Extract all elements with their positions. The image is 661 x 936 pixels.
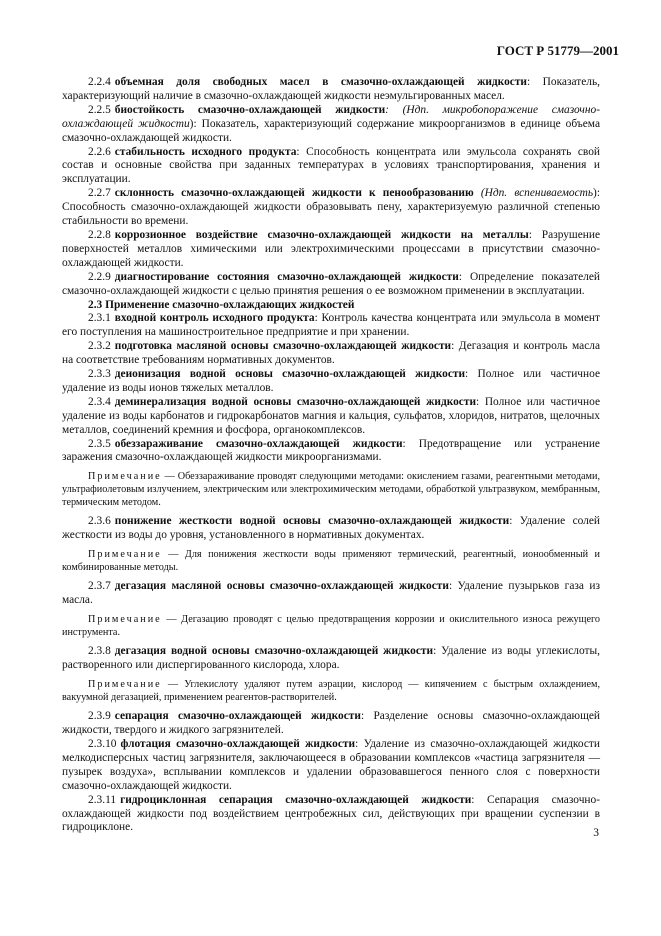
- clause-number: 2.3.4: [88, 395, 111, 408]
- definition-paragraph: [62, 104, 600, 146]
- definition-text: : Разделение основы смазочно-охлаждающей жидкости, твердого и жидкого загрязнителей.: [62, 710, 600, 737]
- note-paragraph: [62, 549, 600, 574]
- term: дегазация водной основы смазочно-охлаждающей жидкости: [114, 645, 434, 658]
- definition-text: : Дегазация и контроль масла на соответствие требованиям нормативных документов.: [62, 340, 600, 367]
- note-label: Примечание: [88, 678, 162, 690]
- definition-paragraph: [62, 312, 600, 340]
- clause-number: 2.2.4: [88, 76, 111, 88]
- clause-number: 2.2.9: [88, 270, 111, 283]
- note-paragraph: [62, 679, 600, 704]
- term: входной контроль исходного продукта: [114, 312, 315, 325]
- clause-number: 2.2.6: [88, 145, 111, 158]
- page-number: 3: [593, 827, 599, 839]
- term: понижение жесткости водной основы смазочно-охлаждающей жидкости: [114, 515, 510, 528]
- definition-text: : Разрушение поверхностей металлов химическими или электрохимическими процессами в присутствии смазочно-охлаждающей жидкости.: [62, 228, 601, 269]
- term: дегазация масляной основы смазочно-охлаждающей жидкости: [114, 580, 449, 593]
- note-paragraph: [62, 614, 600, 639]
- clause-number: 2.2.7: [88, 187, 111, 200]
- definition-paragraph: [62, 340, 600, 368]
- note-label: Примечание: [88, 548, 162, 560]
- note-text: — Для понижения жесткости воды применяют термический, реагентный, ионообменный и комбинированные методы.: [62, 548, 600, 573]
- clause-number: 2.2.8: [88, 228, 111, 241]
- term: обеззараживание смазочно-охлаждающей жидкости: [114, 437, 403, 450]
- section-heading: 2.3 Применение смазочно-охлаждающих жидкостей: [88, 298, 355, 311]
- clause-number: 2.3.8: [88, 645, 111, 658]
- clause-number: 2.3.7: [88, 580, 111, 593]
- clause-number: 2.3.11: [88, 793, 117, 806]
- definition-paragraph: [62, 368, 600, 396]
- note-label: Примечание: [88, 613, 162, 625]
- note-text: — Углекислоту удаляют путем аэрации, кислород — кипячением с быстрым охлаждением, вакуумной дегазацией, применением реагентов-растворителей.: [62, 678, 600, 703]
- term: подготовка масляной основы смазочно-охлаждающей жидкости: [114, 340, 452, 353]
- definition-paragraph: [62, 515, 600, 543]
- alt-term-close: ): [593, 187, 597, 200]
- definition-text: : Определение показателей смазочно-охлаждающей жидкости с целью принятия решения о ее возможном применении в эксплуатации.: [62, 270, 600, 297]
- alt-term: (Ндп. вспениваемость: [473, 187, 594, 200]
- definition-paragraph: [62, 146, 600, 188]
- clause-number: 2.3.5: [88, 437, 111, 450]
- term: диагностирование состояния смазочно-охлаждающей жидкости: [114, 270, 459, 283]
- term: объемная доля свободных масел в смазочно-охлаждающей жидкости: [114, 76, 527, 88]
- term: флотация смазочно-охлаждающей жидкости: [120, 737, 356, 750]
- definition-paragraph: [62, 710, 600, 738]
- term: сепарация смазочно-охлаждающей жидкости: [114, 710, 361, 723]
- note-label: Примечание: [88, 471, 162, 483]
- definition-text: : Показатель, характеризующий наличие в смазочно-охлаждающей жидкости неэмульгированных масел.: [62, 76, 601, 102]
- definition-paragraph: [62, 438, 600, 466]
- definition-paragraph: [62, 738, 600, 794]
- clause-number: 2.3.1: [88, 312, 111, 325]
- definition-text: : Предотвращение или устранение заражения смазочно-охлаждающей жидкости микроорганизмами.: [62, 437, 600, 464]
- definition-paragraph: [62, 396, 600, 438]
- note-text: — Дегазацию проводят с целью предотвращения коррозии и окислительного износа режущего инструмента.: [62, 613, 600, 638]
- clause-number: 2.3.6: [88, 515, 111, 528]
- definition-text: : Способность концентрата или эмульсола сохранять свой состав и основные свойства при заданных температурах в условиях транспортирования, хранения и эксплуатации.: [62, 145, 601, 186]
- definition-paragraph: [62, 187, 600, 229]
- definition-text: : Сепарация смазочно-охлаждающей жидкости под воздействием центробежных сил, действующих при вращении суспензии в гидроциклоне.: [62, 793, 601, 834]
- clause-number: 2.3.3: [88, 368, 111, 381]
- definition-paragraph: [62, 271, 600, 299]
- term: биостойкость смазочно-охлаждающей жидкости: [114, 103, 386, 116]
- term: коррозионное воздействие смазочно-охлаждающей жидкости на металлы: [114, 228, 529, 241]
- clause-number: 2.3.2: [88, 340, 111, 353]
- definition-paragraph: [62, 76, 600, 104]
- note-text: — Обеззараживание проводят следующими методами: окислением газами, реагентными методами, ультрафиолетовым излучением, электрическим или электрохимическим методами, обработкой ультразвуком, мембранным, термическим методом.: [62, 471, 600, 508]
- term: стабильность исходного продукта: [114, 145, 297, 158]
- clause-number: 2.2.5: [88, 103, 111, 116]
- definition-paragraph: [62, 794, 600, 836]
- definition-text: : Удаление пузырьков газа из масла.: [62, 580, 600, 607]
- term: деионизация водной основы смазочно-охлаждающей жидкости: [114, 368, 466, 381]
- clause-number: 2.3.9: [88, 710, 111, 723]
- definition-paragraph: [62, 580, 600, 608]
- term: гидроциклонная сепарация смазочно-охлаждающей жидкости: [120, 793, 472, 806]
- document-body: [62, 76, 600, 835]
- clause-number: 2.3.10: [88, 737, 117, 750]
- definition-paragraph: [62, 645, 600, 673]
- note-paragraph: [62, 471, 600, 509]
- definition-text: : Способность смазочно-охлаждающей жидкости образовывать пену, характеризуемую различной степенью стабильности во времени.: [62, 187, 601, 228]
- definition-text: : Удаление из смазочно-охлаждающей жидкости мелкодисперсных частиц загрязнителя, заключающееся в образовании комплексов «частица загрязнителя — пузырек воздуха», всплывании комплексов и удалении образовавшегося пенного слоя с поверхности смазочно-охлаждающей жидкости.: [62, 737, 600, 792]
- alt-term: : (Ндп. микробопоражение смазочно-охлаждающей жидкости: [62, 103, 600, 130]
- definition-text: : Показатель, характеризующий содержание микроорганизмов в единице объема смазочно-охлаждающей жидкости.: [62, 117, 600, 144]
- definition-text: : Удаление из воды углекислоты, растворенного или диспергированного кислорода, хлора.: [62, 645, 600, 672]
- term: деминерализация водной основы смазочно-охлаждающей жидкости: [114, 395, 477, 408]
- definition-paragraph: [62, 229, 600, 271]
- definition-text: : Полное или частичное удаление из воды ионов тяжелых металлов.: [62, 368, 600, 394]
- alt-term-close: ): [189, 117, 194, 130]
- definition-text: : Удаление солей жесткости из воды до уровня, установленного в нормативных документах.: [62, 515, 601, 542]
- term: склонность смазочно-охлаждающей жидкости к пенообразованию: [114, 187, 474, 200]
- definition-text: : Контроль качества концентрата или эмульсола в момент его поступления на машиностроительное предприятие и при хранении.: [62, 312, 600, 339]
- definition-text: : Полное или частичное удаление из воды карбонатов и гидрокарбонатов магния и кальция, сульфатов, хлоридов, нитратов, щелочных металлов, соединений кремния и фосфора, органокомплексов.: [62, 395, 600, 436]
- document-header: ГОСТ Р 51779—2001: [496, 43, 619, 58]
